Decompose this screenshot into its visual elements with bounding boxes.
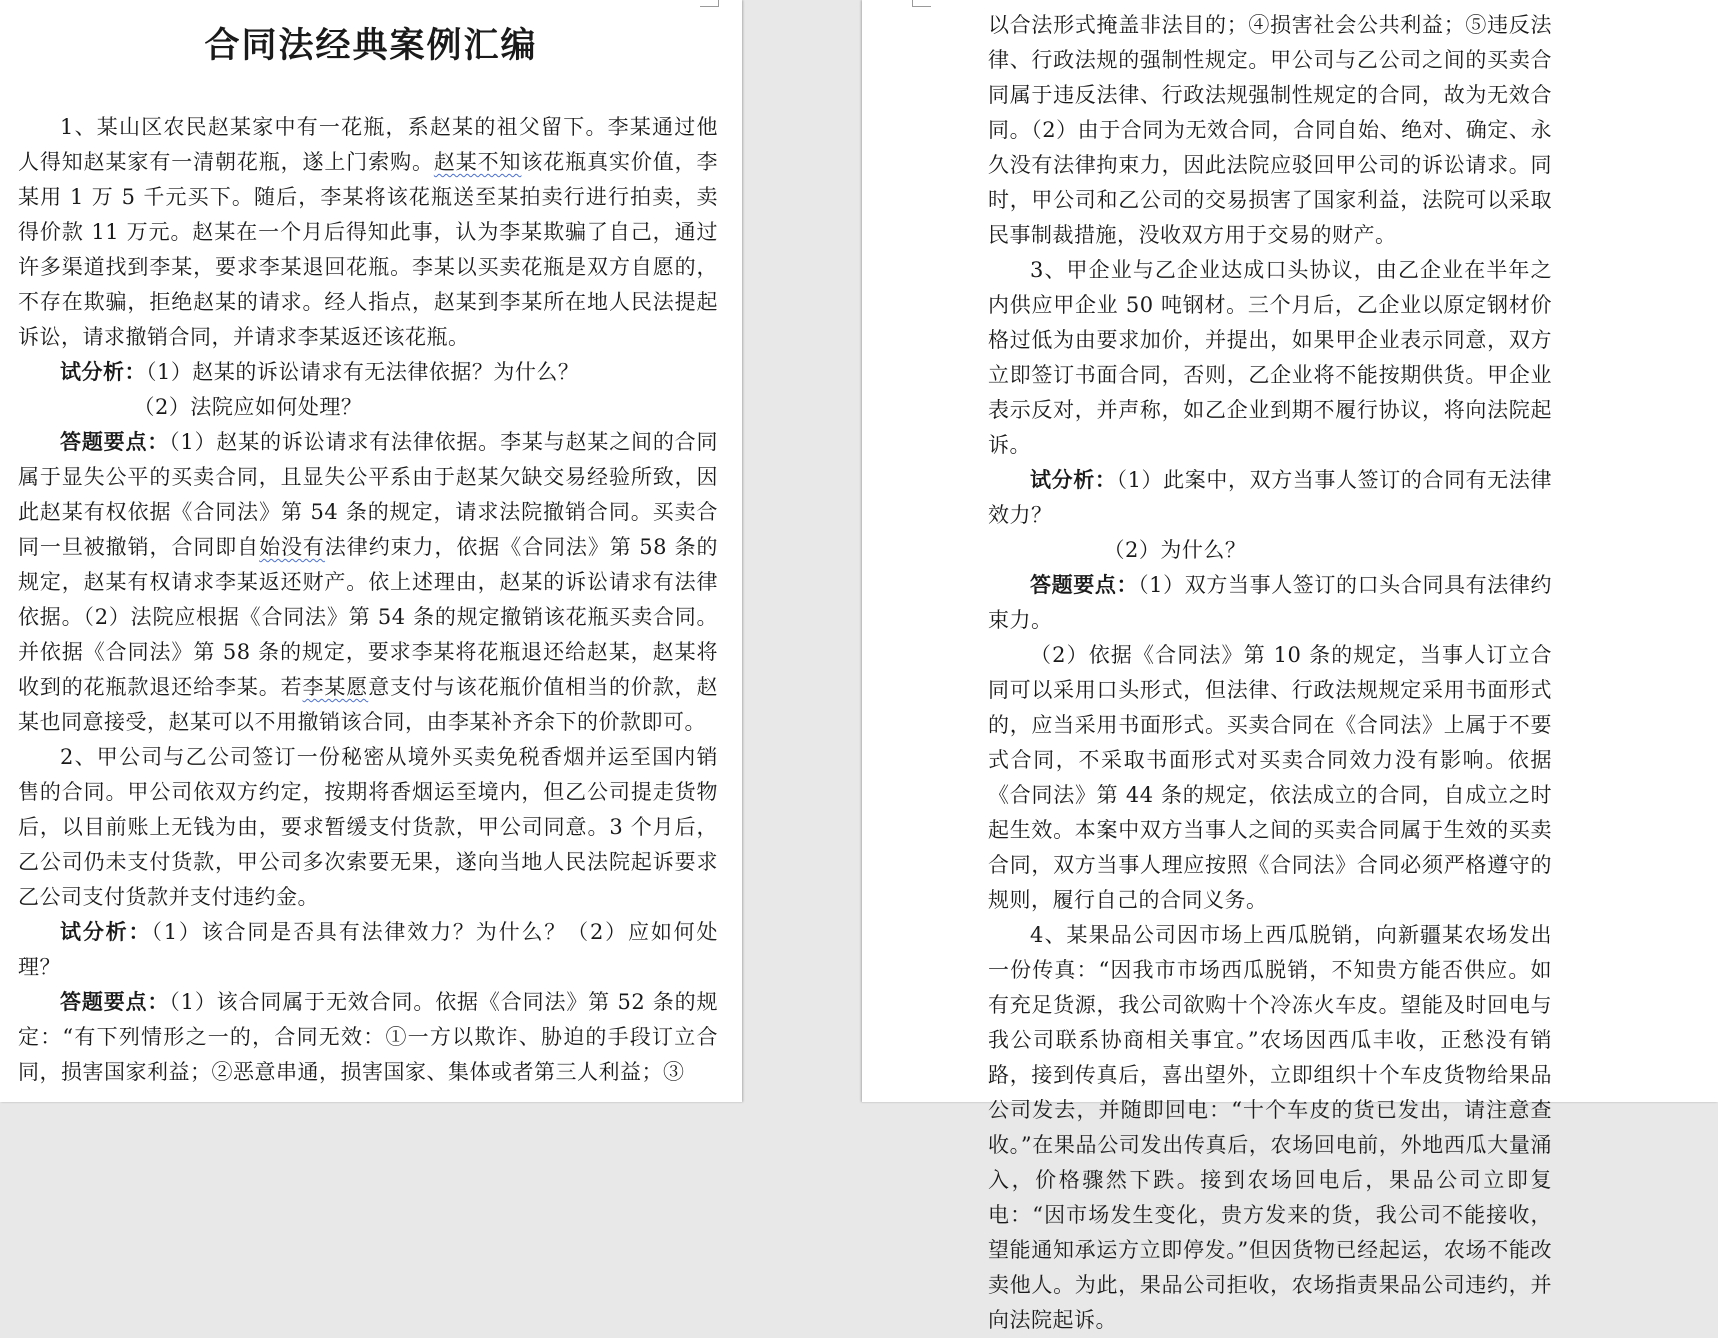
spellcheck-mark[interactable]: 赵某不知 [433, 150, 522, 174]
case-3-paragraph: 3、甲企业与乙企业达成口头协议，由乙企业在半年之内供应甲企业 50 吨钢材。三个月后，乙企业以原定钢材价格过低为由要求加价，并提出，如果甲企业表示同意，双方立即签订书面合同，否则，乙企业将不能按期供货。甲企业表示反对，并声称，如乙企业到期不履行协议，将向法院起诉。 [988, 258, 1552, 457]
case-3-question [988, 463, 1552, 533]
question-text: （1）此案中，双方当事人签订的合同有无法律效力？ [988, 468, 1553, 527]
question-text: （1）赵某的诉讼请求有无法律依据？为什么？ [146, 360, 580, 384]
page-corner-mark [912, 0, 931, 7]
spellcheck-mark[interactable]: 始没有 [259, 535, 325, 559]
answer-label: 答题要点： [60, 430, 170, 454]
question-label: 试分析： [60, 360, 146, 384]
case-1-text: 该花瓶真实价值，李某用 1 万 5 千元买下。随后，李某将该花瓶送至某拍卖行进行拍卖，卖得价款 11 万元。赵某在一个月后得知此事，认为李某欺骗了自己，通过许多渠道找到李某，要求李某退回花瓶。李某以买卖花瓶是双方自愿的，不存在欺骗，拒绝赵某的请求。经人指点，赵某到李某所在地人民法提起诉讼，请求撤销合同，并请求李某返还该花瓶。 [18, 150, 719, 349]
answer-text: 意支付与该花瓶价值相当的价款，赵某也同意接受，赵某可以不用撤销该合同，由李某补齐余下的价款即可。 [18, 675, 719, 734]
document-title: 合同法经典案例汇编 [204, 25, 538, 66]
answer-label: 答题要点： [1030, 573, 1139, 597]
answer-text: （1）双方当事人签订的口头合同具有法律约束力。 [988, 573, 1553, 632]
left-column-text [18, 110, 718, 1090]
answer-text: （1）赵某的诉讼请求有法律依据。李某与赵某之间的合同属于显失公平的买卖合同，且显失公平系由于赵某欠缺交易经验所致，因此赵某有权依据《合同法》第 54 条的规定，请求法院撤销合同。买卖合同一旦被撤销，合同即自 [18, 430, 719, 559]
case-4-paragraph: 4、某果品公司因市场上西瓜脱销，向新疆某农场发出一份传真：“因我市市场西瓜脱销，不知贵方能否供应。如有充足货源，我公司欲购十个冷冻火车皮。望能及时回电与我公司联系协商相关事宜。”农场因西瓜丰收，正愁没有销路，接到传真后，喜出望外，立即组织十个车皮货物给果品公司发去，并随即回电：“十个车皮的货已发出，请注意查收。”在果品公司发出传真后，农场回电前，外地西瓜大量涌入，价格骤然下跌。接到农场回电后，果品公司立即复电：“因市场发生变化，贵方发来的货，我公司不能接收，望能通知承运方立即停发。”但因货物已经起运，农场不能改卖他人。为此，果品公司拒收，农场指责果品公司违约，并向法院起诉。 [988, 923, 1552, 1332]
case-1-text: 1、某山区农民赵某家中有一花瓶，系赵某的祖父留下。李某通过他人得知赵某家有一清朝花瓶，遂上门索购。 [18, 115, 718, 174]
case-1-question-2: （2）法院应如何处理？ [133, 395, 363, 419]
case-1-question [18, 355, 718, 390]
case-1-answer [18, 425, 718, 740]
right-column-text [988, 8, 1552, 1338]
case-1-paragraph [18, 110, 718, 355]
spellcheck-mark[interactable]: 李某愿 [302, 675, 369, 699]
document-page-right [862, 0, 1718, 1332]
case-3-question-2: （2）为什么？ [1103, 538, 1247, 562]
page-corner-mark [700, 0, 719, 7]
case-3-answer-2: （2）依据《合同法》第 10 条的规定，当事人订立合同可以采用口头形式，但法律、行政法规规定采用书面形式的，应当采用书面形式。买卖合同在《合同法》上属于不要式合同，不采取书面形式对买卖合同效力没有影响。依据《合同法》第 44 条的规定，依法成立的合同，自成立之时起生效。本案中双方当事人之间的买卖合同属于生效的买卖合同，双方当事人理应按照《合同法》合同必须严格遵守的规则，履行自己的合同义务。 [988, 643, 1552, 912]
case-2-question [18, 915, 718, 985]
answer-label: 答题要点： [60, 990, 170, 1014]
document-page-left [0, 0, 742, 1102]
question-label: 试分析： [60, 920, 152, 944]
answer-text: 法律约束力，依据《合同法》第 58 条的规定，赵某有权请求李某返还财产。依上述理由，赵某的诉讼请求有法律依据。（2）法院应根据《合同法》第 54 条的规定撤销该花瓶买卖合同。并依据《合同法》第 58 条的规定，要求李某将花瓶退还给赵某，赵某将收到的花瓶款退还给李某。若 [18, 535, 719, 699]
case-2-continuation: 以合法形式掩盖非法目的；④损害社会公共利益；⑤违反法律、行政法规的强制性规定。甲公司与乙公司之间的买卖合同属于违反法律、行政法规强制性规定的合同，故为无效合同。（2）由于合同为无效合同，合同自始、绝对、确定、永久没有法律拘束力，因此法院应驳回甲公司的诉讼请求。同时，甲公司和乙公司的交易损害了国家利益，法院可以采取民事制裁措施，没收双方用于交易的财产。 [988, 13, 1552, 247]
question-text: （1）该合同是否具有法律效力？为什么？（2）应如何处理？ [18, 920, 718, 979]
case-3-answer [988, 568, 1552, 638]
answer-text: （1）该合同属于无效合同。依据《合同法》第 52 条的规定：“有下列情形之一的，合同无效：①一方以欺诈、胁迫的手段订立合同，损害国家利益；②恶意串通，损害国家、集体或者第三人利益；③ [18, 990, 718, 1084]
question-label: 试分析： [1030, 468, 1117, 492]
case-2-paragraph: 2、甲公司与乙公司签订一份秘密从境外买卖免税香烟并运至国内销售的合同。甲公司依双方约定，按期将香烟运至境内，但乙公司提走货物后，以目前账上无钱为由，要求暂缓支付货款，甲公司同意。3 个月后，乙公司仍未支付货款，甲公司多次索要无果，遂向当地人民法院起诉要求乙公司支付货款并支付违约金。 [18, 745, 718, 909]
case-2-answer [18, 985, 718, 1090]
